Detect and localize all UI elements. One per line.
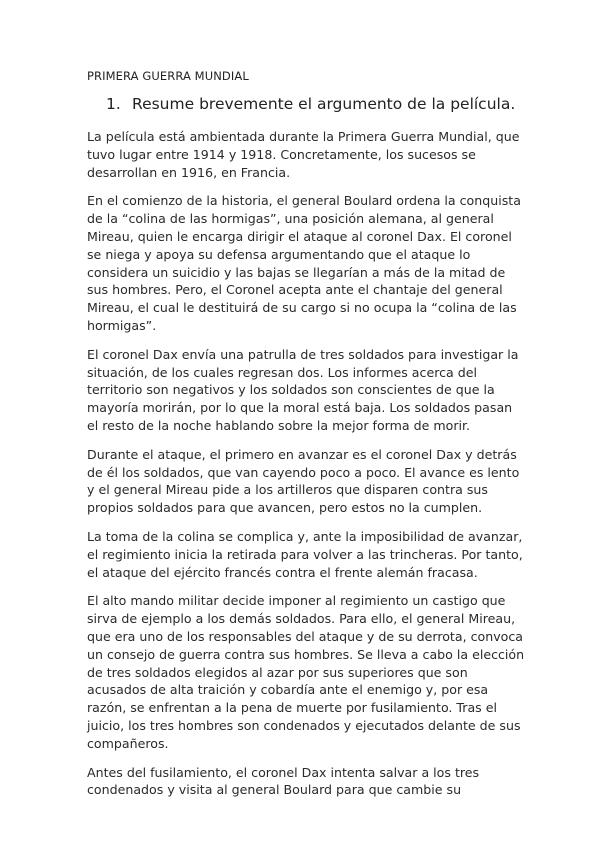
question-text: Resume brevemente el argumento de la película. (132, 95, 516, 113)
question-number: 1. (106, 95, 121, 113)
document-body (87, 128, 527, 810)
paragraph: Antes del fusilamiento, el coronel Dax intenta salvar a los tres condenados y visita al general Boulard para que cambie su (87, 764, 480, 798)
paragraph: El alto mando militar decide imponer al regimiento un castigo que sirva de ejemplo a los demás soldados. Para ello, el general Mireau, que era uno de los responsables del ataque y de su derrota, convoca un consejo de guerra contra sus hombres. Se lleva a cabo la elección de tres soldados elegidos al azar por sus superiores que son acusados de alta traición y cobardía ante el enemigo y, por esa razón, se enfrentan a la pena de muerte por fusilamiento. Tras el juicio, los tres hombres son condenados y ejecutados delante de sus compañeros. (87, 593, 525, 751)
section-header: PRIMERA GUERRA MUNDIAL (87, 69, 249, 83)
paragraph: Durante el ataque, el primero en avanzar es el coronel Dax y detrás de él los soldados, que van cayendo poco a poco. El avance es lento y el general Mireau pide a los artilleros que disparen contra sus propios soldados para que avancen, pero estos no la cumplen. (87, 446, 520, 516)
question-heading (106, 95, 515, 113)
paragraph: El coronel Dax envía una patrulla de tres soldados para investigar la situación, de los cuales regresan dos. Los informes acerca del territorio son negativos y los soldados son conscientes de que la mayoría morirán, por lo que la moral está baja. Los soldados pasan el resto de la noche hablando sobre la mejor forma de morir. (87, 346, 519, 433)
paragraph: En el comienzo de la historia, el general Boulard ordena la conquista de la “colina de las hormigas”, una posición alemana, al general Mireau, quien le encarga dirigir el ataque al coronel Dax. El coronel se niega y apoya su defensa argumentando que el ataque lo considera un suicidio y las bajas se llegarían a más de la mitad de sus hombres. Pero, el Coronel acepta ante el chantaje del general Mireau, el cual le destituirá de su cargo si no ocupa la “colina de las hormigas”. (87, 193, 521, 333)
paragraph: La toma de la colina se complica y, ante la imposibilidad de avanzar, el regimiento inicia la retirada para volver a las trincheras. Por tanto, el ataque del ejército francés contra el frente alemán fracasa. (87, 528, 523, 580)
paragraph: La película está ambientada durante la Primera Guerra Mundial, que tuvo lugar entre 1914 y 1918. Concretamente, los sucesos se desarrollan en 1916, en Francia. (87, 129, 520, 180)
